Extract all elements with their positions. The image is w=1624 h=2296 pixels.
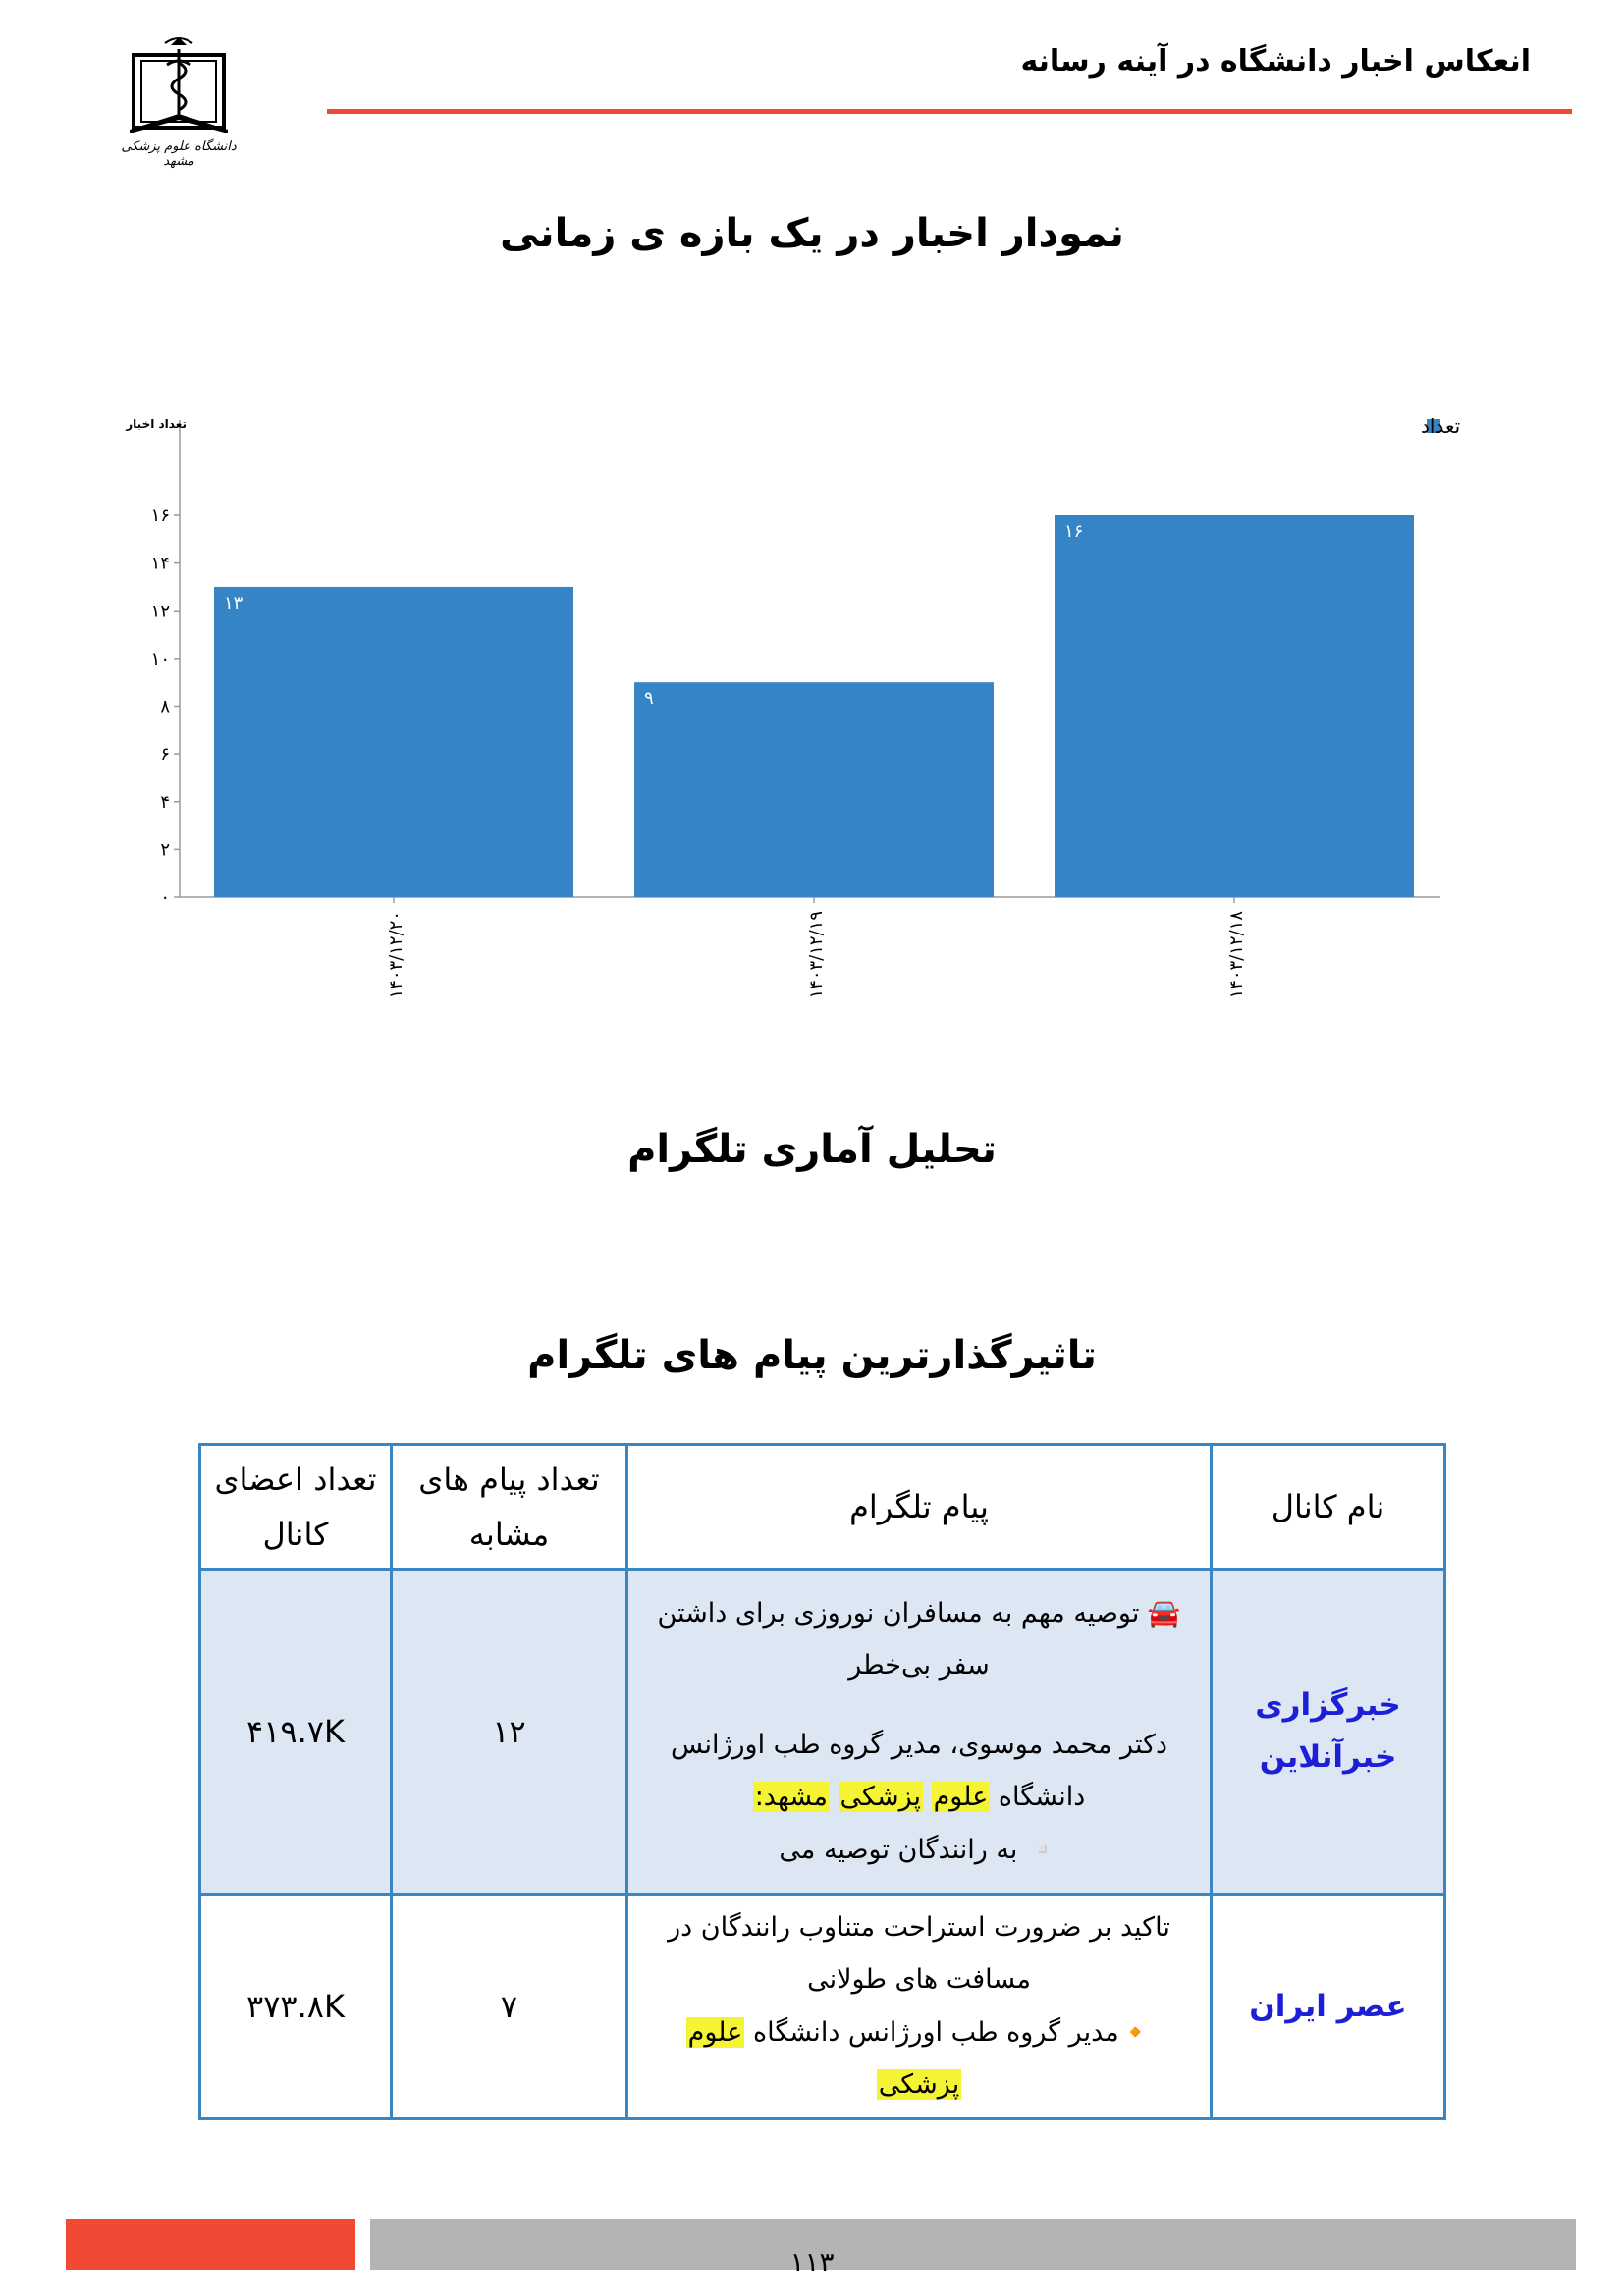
channel-name[interactable]: عصر ایران	[1212, 1895, 1445, 2119]
y-tick-label: ۱۶	[150, 506, 170, 526]
logo-caption: دانشگاه علوم پزشکی مشهد	[121, 139, 237, 169]
channel-name[interactable]: خبرگزاری خبرآنلاین	[1212, 1570, 1445, 1895]
message-text: دانشگاه	[990, 1782, 1086, 1813]
table-row	[200, 1570, 1445, 1895]
y-axis-label: تعداد اخبار	[126, 417, 187, 431]
y-tick-label: ۱۲	[150, 601, 170, 622]
x-tick-label: ۱۴۰۳/۱۲/۱۹	[806, 911, 827, 999]
y-tick-label: ۱۴	[150, 553, 170, 574]
message-line: 🚘 توصیه مهم به مسافران نوروزی برای داشتن	[657, 1597, 1181, 1629]
chart-section-title: نمودار اخبار در یک بازه ی زمانی	[500, 211, 1124, 256]
member-count: ۴۱۹.۷K	[200, 1570, 392, 1895]
telegram-messages-table	[198, 1443, 1446, 2120]
telegram-section-title: تحلیل آماری تلگرام	[627, 1127, 997, 1172]
y-tick-label: ۶	[160, 744, 170, 766]
x-tick-label: ۱۴۰۳/۱۲/۱۸	[1226, 911, 1247, 999]
highlighted-keyword: علوم	[687, 2016, 743, 2048]
similar-count: ۷	[392, 1895, 627, 2119]
header-channel: نام کانال	[1212, 1445, 1445, 1570]
member-count: ۳۷۳.۸K	[200, 1895, 392, 2119]
page-number: ۱۱۳	[789, 2246, 835, 2278]
legend-label: تعداد	[1421, 414, 1461, 438]
header-message: پیام تلگرام	[627, 1445, 1212, 1570]
x-tick-label: ۱۴۰۳/۱۲/۲۰	[386, 911, 406, 999]
y-tick-label: ۲	[160, 839, 170, 861]
bar-value-label: ۱۳	[224, 592, 244, 614]
message-line	[640, 2006, 1198, 2111]
university-logo	[116, 35, 242, 169]
y-tick-label: ۴	[160, 791, 170, 813]
table-section-title: تاثیرگذارترین پیام های تلگرام	[527, 1333, 1097, 1378]
highlighted-keyword: پزشکی	[839, 1782, 921, 1813]
message-line: مسافت های طولانی	[807, 1964, 1031, 1996]
message-cell	[627, 1895, 1212, 2119]
y-tick-label: ۰	[160, 887, 170, 908]
header-members: تعداد اعضای کانال	[200, 1445, 392, 1570]
y-tick-label: ۱۰	[150, 648, 170, 669]
highlighted-keyword: مشهد:	[754, 1782, 828, 1813]
message-line: سفر بی‌خطر	[848, 1650, 990, 1682]
message-line: دکتر محمد موسوی، مدیر گروه طب اورژانس	[671, 1729, 1167, 1760]
header-divider	[327, 109, 1572, 114]
bar-value-label: ۹	[644, 688, 654, 710]
message-line: تاکید بر ضرورت استراحت متناوب رانندگان در	[668, 1912, 1170, 1943]
header-title: انعکاس اخبار دانشگاه در آینه رسانه	[1020, 44, 1531, 79]
table-header-row	[200, 1445, 1445, 1570]
message-line	[640, 1771, 1198, 1823]
message-line: ▫️ به رانندگان توصیه می	[779, 1834, 1059, 1865]
university-logo-emblem	[116, 35, 242, 137]
highlighted-keyword: علوم	[933, 1782, 989, 1813]
news-bar-chart	[0, 393, 1624, 1060]
message-spacer	[640, 1692, 1198, 1719]
bar	[1055, 515, 1414, 897]
y-tick-label: ۸	[160, 696, 170, 718]
header-similar: تعداد پیام های مشابه	[392, 1445, 627, 1570]
bar	[634, 682, 994, 897]
table-row	[200, 1895, 1445, 2119]
bar	[214, 587, 573, 897]
bar-value-label: ۱۶	[1064, 521, 1084, 542]
highlighted-keyword: پزشکی	[878, 2069, 960, 2101]
message-cell	[627, 1570, 1212, 1895]
similar-count: ۱۲	[392, 1570, 627, 1895]
message-text: 🔸مدیر گروه طب اورژانس دانشگاه	[744, 2016, 1153, 2048]
